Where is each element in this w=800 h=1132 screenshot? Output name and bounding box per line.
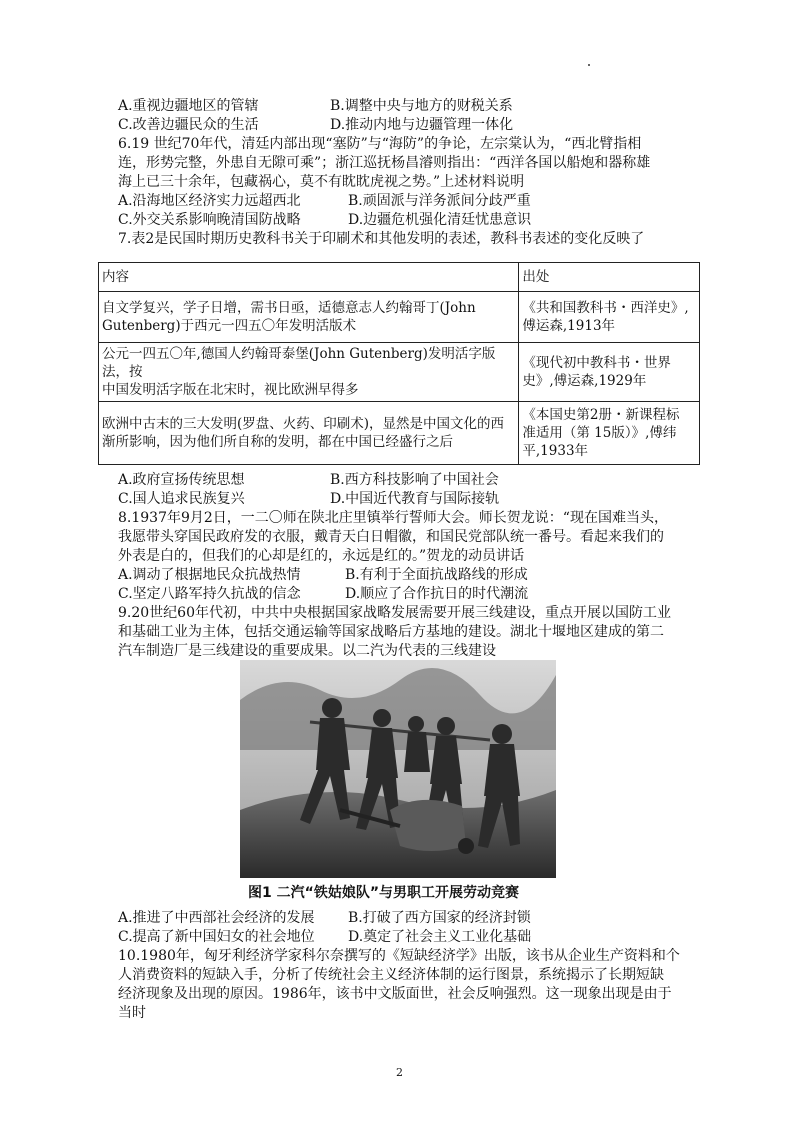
q7-option-a: A.政府宣扬传统思想 [118,472,245,488]
table-row [99,343,700,402]
q5-option-b: B.调整中央与地方的财税关系 [330,98,513,114]
q9-option-c: C.提高了新中国妇女的社会地位 [118,929,315,945]
q6-stem-line-2: 连，形势完整，外患自无隙可乘”；浙江巡抚杨昌濬则指出：“西洋各国以船炮和器称雄 [118,155,651,171]
page-number: 2 [396,1066,403,1079]
table-row [99,292,700,343]
table-cell-content: 欧洲中古末的三大发明(罗盘、火药、印刷术)，显然是中国文化的西 渐所影响，因为他们所自称的发明，都在中国已经盛行之后 [99,402,519,465]
q10-stem-line-1: 10.1980年，匈牙利经济学家科尔奈撰写的《短缺经济学》出版，该书从企业生产资料和个 [118,948,680,964]
table-cell-source: 《现代初中教科书・世界 史》,傅运森,1929年 [519,343,700,402]
q5-option-d: D.推动内地与边疆管理一体化 [330,117,514,133]
figure-1-photo [240,660,556,878]
q6-option-c: C.外交关系影响晚清国防战略 [118,212,301,228]
q9-option-d: D.奠定了社会主义工业化基础 [348,929,532,945]
q6-option-d: D.边疆危机强化清廷忧患意识 [348,212,532,228]
table-header-content: 内容 [99,263,519,292]
q6-stem-line-1: 6.19 世纪70年代，清廷内部出现“塞防”与“海防”的争论，左宗棠认为，“西北臂指相 [118,136,642,152]
figure-1-caption: 图1 二汽“铁姑娘队”与男职工开展劳动竞赛 [248,885,520,901]
table-row [99,402,700,465]
q8-stem-line-3: 外表是白的，但我们的心却是红的，永远是红的。”贺龙的动员讲话 [118,548,525,564]
q9-stem-line-1: 9.20世纪60年代初，中共中央根据国家战略发展需要开展三线建设，重点开展以国防工业 [118,605,671,621]
q9-stem-line-2: 和基础工业为主体，包括交通运输等国家战略后方基地的建设。湖北十堰地区建成的第二 [118,624,664,640]
q7-source-table [98,262,700,465]
q10-stem-line-3: 经济现象及出现的原因。1986年，该书中文版面世，社会反响强烈。这一现象出现是由于 [118,986,672,1002]
scan-speck [588,64,590,66]
table-header-source: 出处 [519,263,700,292]
q8-option-c: C.坚定八路军持久抗战的信念 [118,586,301,602]
workers-photo-illustration [240,660,556,878]
q6-stem-line-3: 海上已三十余年，包藏祸心，莫不有眈眈虎视之势。”上述材料说明 [118,174,525,190]
q5-option-c: C.改善边疆民众的生活 [118,117,259,133]
q8-option-a: A.调动了根据地民众抗战热情 [118,567,301,583]
q5-option-a: A.重视边疆地区的管辖 [118,98,259,114]
table-cell-source: 《共和国教科书・西洋史》, 傅运森,1913年 [519,292,700,343]
q8-option-b: B.有利于全面抗战路线的形成 [345,567,528,583]
table-cell-content: 公元一四五〇年,德国人约翰哥泰堡(John Gutenberg)发明活字版法，按 中国发明活字版在北宋时，视比欧洲早得多 [99,343,519,402]
q8-stem-line-2: 我愿带头穿国民政府发的衣服，戴青天白日帽徽，和国民党部队统一番号。看起来我们的 [118,529,664,545]
q8-stem-line-1: 8.1937年9月2日，一二〇师在陕北庄里镇举行誓师大会。师长贺龙说：“现在国难当头， [118,510,668,526]
table-cell-source: 《本国史第2册・新课程标 准适用（第 15版）》,傅纬 平,1933年 [519,402,700,465]
q9-stem-line-3: 汽车制造厂是三线建设的重要成果。以二汽为代表的三线建设 [118,643,496,659]
q9-option-b: B.打破了西方国家的经济封锁 [348,910,531,926]
q6-option-a: A.沿海地区经济实力远超西北 [118,193,301,209]
q9-option-a: A.推进了中西部社会经济的发展 [118,910,315,926]
table-cell-content: 自文学复兴，学子日增，需书日亟，适德意志人约翰哥丁(John Gutenberg)于西元一四五〇年发明活版术 [99,292,519,343]
q7-option-d: D.中国近代教育与国际接轨 [330,491,500,507]
q8-option-d: D.顺应了合作抗日的时代潮流 [345,586,529,602]
q6-option-b: B.顽固派与洋务派间分歧严重 [348,193,531,209]
q7-option-c: C.国人追求民族复兴 [118,491,245,507]
q7-option-b: B.西方科技影响了中国社会 [330,472,499,488]
q7-stem: 7.表2是民国时期历史教科书关于印刷术和其他发明的表述，教科书表述的变化反映了 [118,231,645,247]
q10-stem-line-2: 人消费资料的短缺入手，分析了传统社会主义经济体制的运行图景，系统揭示了长期短缺 [118,967,664,983]
q10-stem-line-4: 当时 [118,1005,146,1021]
